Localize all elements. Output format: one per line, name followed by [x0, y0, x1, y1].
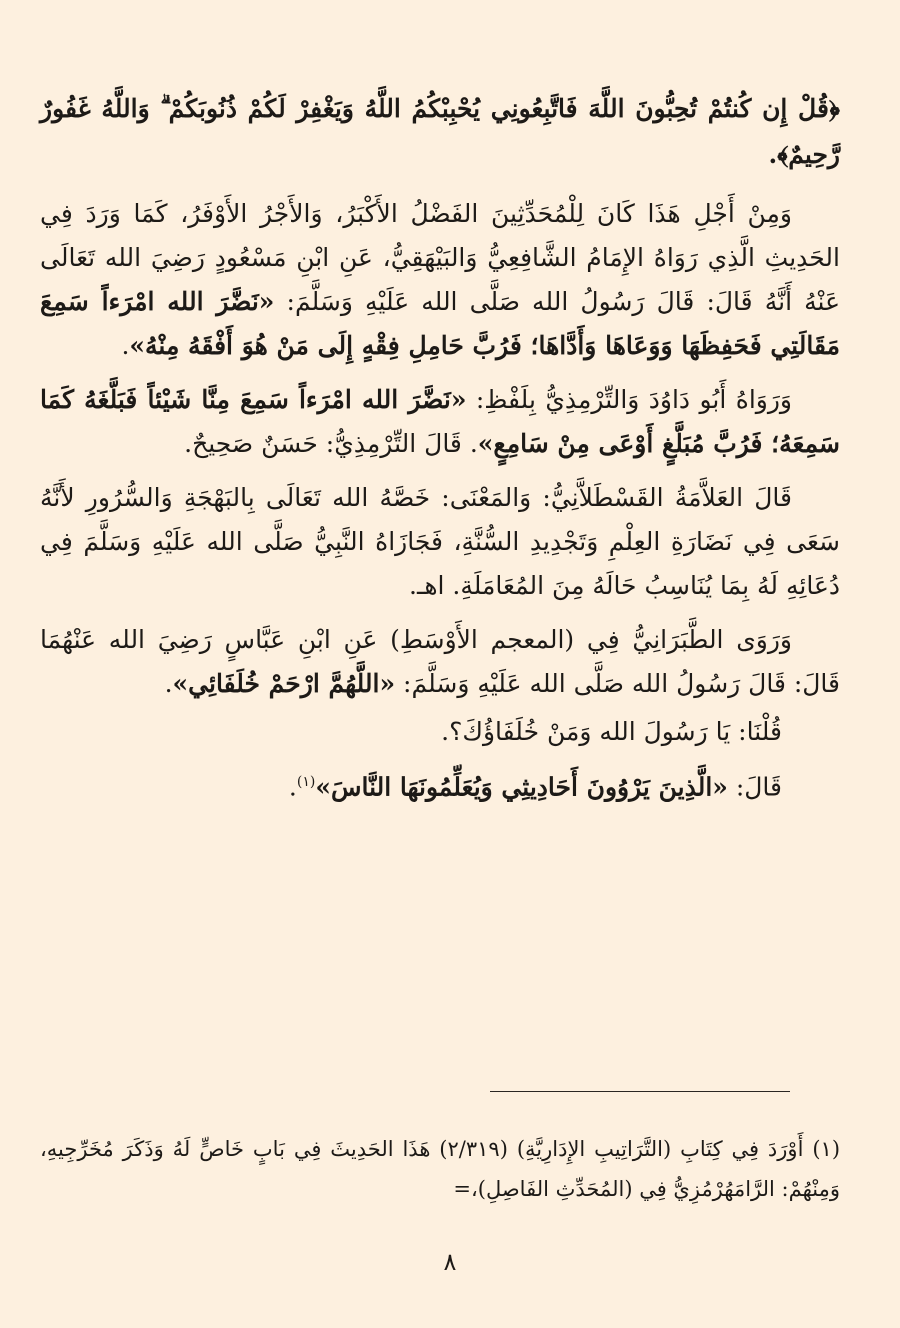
paragraph-text: وَرَوَى الطَّبَرَانِيُّ فِي (المعجم الأَوْسَطِ) عَنِ ابْنِ عَبَّاسٍ رَضِيَ الله عَنْهُمَا قَالَ: قَالَ رَسُولُ الله صَلَّى الله عَلَيْهِ وَسَلَّمَ:	[40, 625, 840, 698]
quran-verse	[40, 86, 840, 178]
paragraph-text: وَمِنْ أَجْلِ هَذَا كَانَ لِلْمُحَدِّثِينَ الفَضْلُ الأَكْبَرُ، وَالأَجْرُ الأَوْفَرُ، كَمَا وَرَدَ فِي الحَدِيثِ الَّذِي رَوَاهُ الإِمَامُ الشَّافِعِيُّ وَالبَيْهَقِيُّ، عَنِ ابْنِ مَسْعُودٍ رَضِيَ الله تَعَالَى عَنْهُ أَنَّهُ قَالَ: قَالَ رَسُولُ الله صَلَّى الله عَلَيْهِ وَسَلَّمَ:	[40, 199, 840, 316]
hadith-quote: «الَّذِينَ يَرْوُونَ أَحَادِيثِي وَيُعَلِّمُونَهَا النَّاسَ»	[315, 772, 728, 802]
paragraph-text: قَالَ العَلاَّمَةُ القَسْطَلاَّنِيُّ: وَالمَعْنَى: خَصَّهُ الله تَعَالَى بِالبَهْجَةِ وَالسُّرُورِ لأَنَّهُ سَعَى فِي نَضَارَةِ العِلْمِ وَتَجْدِيدِ السُّنَّةِ، فَجَازَاهُ النَّبِيُّ صَلَّى الله عَلَيْهِ وَسَلَّمَ فِي دُعَائِهِ لَهُ بِمَا يُنَاسِبُ حَالَهُ مِنَ المُعَامَلَةِ. اهـ.	[40, 483, 840, 600]
paragraph-end: . قَالَ التِّرْمِذِيُّ: حَسَنٌ صَحِيحٌ.	[184, 429, 478, 458]
footnote-reference[interactable]: (١)	[296, 774, 316, 790]
paragraph-tabarani	[40, 618, 840, 706]
paragraph-abu-dawud-tirmidhi	[40, 378, 840, 466]
dialogue-end: .	[288, 772, 297, 802]
quran-open-bracket: ﴿	[828, 94, 840, 123]
paragraph-muhaddithin-virtue	[40, 192, 840, 368]
quran-close-bracket: ﴾	[777, 140, 789, 169]
page-body	[40, 86, 840, 815]
paragraph-text: وَرَوَاهُ أَبُو دَاوُدَ وَالتِّرْمِذِيُّ بِلَفْظِ:	[466, 385, 792, 414]
footnote-marker: (١)	[812, 1137, 841, 1161]
quran-verse-end: .	[768, 140, 778, 169]
dialogue-question	[40, 710, 840, 754]
footnote	[40, 1129, 840, 1209]
hadith-quote: «اللَّهُمَّ ارْحَمْ خُلَفَائِي»	[172, 669, 396, 698]
paragraph-end: .	[121, 331, 130, 360]
footnote-text: أَوْرَدَ فِي كِتَابِ (التَّرَاتِيبِ الإِدَارِيَّةِ) (٢/٣١٩) هَذَا الحَدِيثَ فِي بَابٍ خَاصٍّ لَهُ وَذَكَرَ مُخَرِّجِيهِ، وَمِنْهُمْ: الرَّامَهُرْمُزِيُّ فِي (المُحَدِّثِ الفَاصِلِ)،=	[40, 1137, 840, 1201]
hadith-quote: «نَضَّرَ الله امْرَءاً سَمِعَ مِنَّا شَيْئاً فَبَلَّغَهُ كَمَا سَمِعَهُ؛ فَرُبَّ مُبَلَّغٍ أَوْعَى مِنْ سَامِعٍ»	[40, 385, 840, 458]
dialogue-answer	[40, 760, 840, 809]
page-number: ٨	[443, 1248, 457, 1276]
footnote-separator	[490, 1091, 790, 1092]
dialogue-speaker: قُلْنَا:	[730, 717, 782, 746]
dialogue-speaker: قَالَ:	[727, 772, 782, 802]
quran-verse-text: قُلْ إِن كُنتُمْ تُحِبُّونَ اللَّهَ فَاتَّبِعُونِي يُحْبِبْكُمُ اللَّهُ وَيَغْفِرْ لَكُمْ ذُنُوبَكُمْ ۗ وَاللَّهُ غَفُورٌ رَّحِيمٌ	[40, 94, 840, 169]
hadith-quote: «نَضَّرَ الله امْرَءاً سَمِعَ مَقَالَتِي فَحَفِظَهَا وَوَعَاهَا وَأَدَّاهَا؛ فَرُبَّ حَامِلِ فِقْهٍ إِلَى مَنْ هُوَ أَفْقَهُ مِنْهُ»	[40, 287, 840, 360]
paragraph-end: .	[164, 669, 173, 698]
paragraph-qastallani	[40, 476, 840, 608]
dialogue-text: يَا رَسُولَ الله وَمَنْ خُلَفَاؤُكَ؟.	[441, 717, 731, 746]
